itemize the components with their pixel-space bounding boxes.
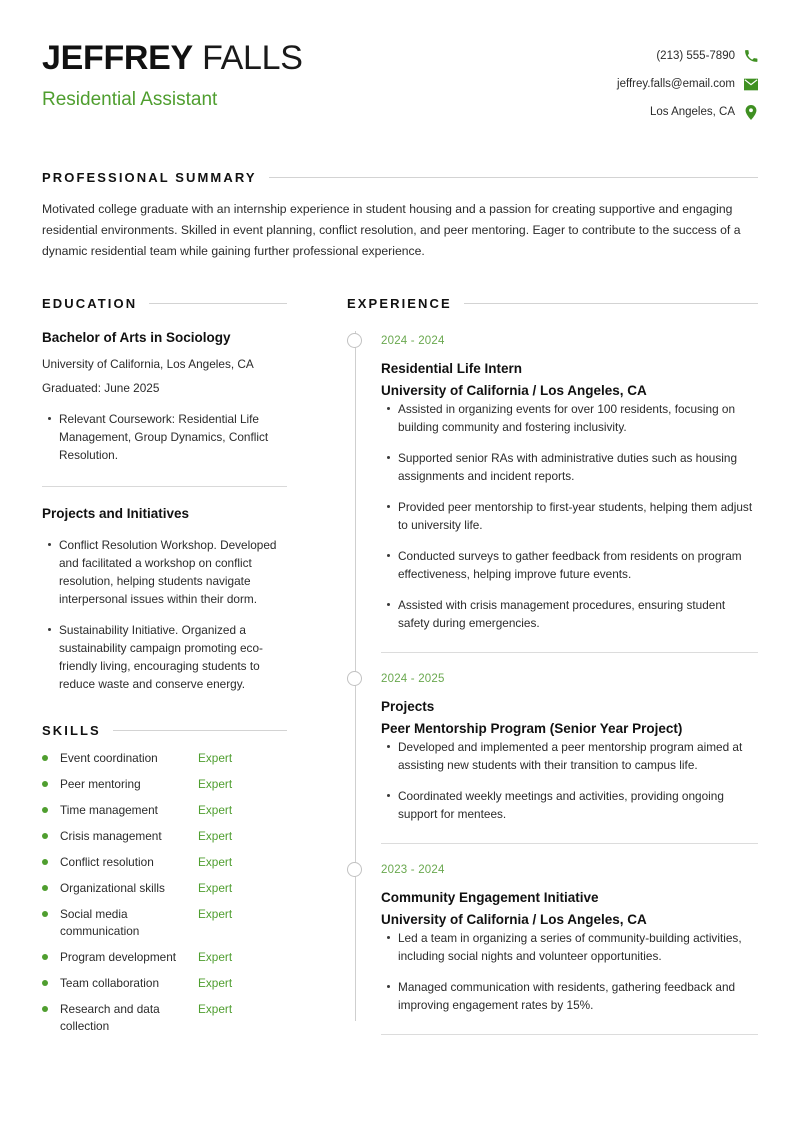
experience-organization: Peer Mentorship Program (Senior Year Project) — [381, 721, 683, 736]
contact-email[interactable] — [617, 72, 758, 96]
list-item — [42, 1001, 287, 1035]
name-block — [42, 38, 303, 112]
list-item: Conflict Resolution Workshop. Developed and facilitated a workshop on conflict resolution, helping students navigate interpersonal issues within their dorm. — [59, 536, 287, 608]
skills-section-header — [42, 723, 287, 738]
list-item: Relevant Coursework: Residential Life Management, Group Dynamics, Conflict Resolution. — [59, 410, 287, 464]
list-item: Coordinated weekly meetings and activities, providing ongoing support for mentees. — [398, 787, 758, 823]
experience-timeline — [347, 315, 758, 1035]
experience-section-header — [347, 296, 758, 311]
skill-name: Time management — [60, 803, 158, 817]
heading-rule — [269, 177, 758, 178]
bullet-dot-icon — [42, 807, 48, 813]
location-pin-icon — [744, 105, 758, 119]
list-item — [42, 975, 287, 992]
skill-level: Expert — [198, 1002, 233, 1016]
contact-location-text: Los Angeles, CA — [649, 106, 735, 118]
list-item — [42, 802, 287, 819]
experience-bullets — [381, 738, 758, 823]
skill-level: Expert — [198, 829, 233, 843]
envelope-icon — [744, 77, 758, 91]
list-item: Led a team in organizing a series of community-building activities, including social nights and volunteer opportunities. — [398, 929, 758, 965]
list-item — [42, 854, 287, 871]
first-name: JEFFREY — [42, 39, 193, 77]
contact-location[interactable] — [617, 100, 758, 124]
list-item — [42, 776, 287, 793]
summary-section-header — [42, 170, 758, 185]
entry-divider — [381, 1034, 758, 1035]
experience-role: Residential Life Intern — [381, 361, 523, 376]
projects-bullets — [42, 536, 287, 693]
contact-phone[interactable] — [617, 44, 758, 68]
resume-body — [42, 296, 758, 1044]
bullet-dot-icon — [42, 1006, 48, 1012]
experience-date: 2024 - 2024 — [381, 335, 445, 347]
experience-date: 2023 - 2024 — [381, 864, 445, 876]
skill-level: Expert — [198, 855, 233, 869]
skill-name: Conflict resolution — [60, 855, 154, 869]
list-item: Sustainability Initiative. Organized a sustainability campaign promoting eco-friendly living, encouraging students to reduce waste and conserve energy. — [59, 621, 287, 693]
list-item: Assisted with crisis management procedures, ensuring student safety during emergencies. — [398, 596, 758, 632]
heading-rule — [464, 303, 758, 304]
list-item — [42, 750, 287, 767]
skill-name: Social media communication — [60, 907, 140, 938]
heading-rule — [113, 730, 287, 731]
experience-organization: University of California / Los Angeles, CA — [381, 383, 647, 398]
heading-rule — [149, 303, 287, 304]
list-item — [42, 906, 287, 940]
bullet-dot-icon — [42, 859, 48, 865]
skill-level: Expert — [198, 777, 233, 791]
list-item: Developed and implemented a peer mentorship program aimed at assisting new students with their transition to campus life. — [398, 738, 758, 774]
skills-list — [42, 750, 287, 1035]
list-item — [42, 949, 287, 966]
education-bullets — [42, 410, 287, 464]
summary-heading: PROFESSIONAL SUMMARY — [42, 170, 257, 185]
left-column-divider — [42, 486, 287, 487]
page-title — [42, 38, 303, 78]
bullet-dot-icon — [42, 833, 48, 839]
experience-entry — [381, 315, 758, 653]
skill-level: Expert — [198, 976, 233, 990]
skill-name: Event coordination — [60, 751, 158, 765]
right-column — [347, 296, 758, 1035]
experience-entry — [381, 653, 758, 844]
bullet-dot-icon — [42, 954, 48, 960]
skills-section — [42, 723, 287, 1035]
experience-bullets — [381, 400, 758, 632]
skill-level: Expert — [198, 907, 233, 921]
experience-role: Projects — [381, 699, 435, 714]
list-item: Assisted in organizing events for over 100 residents, focusing on building community and fostering inclusivity. — [398, 400, 758, 436]
contact-phone-text: (213) 555-7890 — [656, 50, 735, 62]
phone-icon — [744, 49, 758, 63]
education-section-header — [42, 296, 287, 311]
list-item: Provided peer mentorship to first-year students, helping them adjust to university life. — [398, 498, 758, 534]
bullet-dot-icon — [42, 911, 48, 917]
list-item — [42, 880, 287, 897]
timeline-marker-icon — [347, 671, 362, 686]
skills-heading: SKILLS — [42, 723, 101, 738]
bullet-dot-icon — [42, 885, 48, 891]
professional-summary-section — [42, 170, 758, 262]
list-item: Conducted surveys to gather feedback from residents on program effectiveness, helping improve future events. — [398, 547, 758, 583]
contact-email-text: jeffrey.falls@email.com — [617, 78, 735, 90]
education-school: University of California, Los Angeles, CA — [42, 357, 254, 371]
last-name: FALLS — [192, 39, 303, 77]
list-item — [42, 828, 287, 845]
education-heading: EDUCATION — [42, 296, 138, 311]
education-graduation: Graduated: June 2025 — [42, 381, 160, 395]
summary-text: Motivated college graduate with an internship experience in student housing and a passion for creating supportive and engaging residential environments. Skilled in event planning, conflict resolution, and peer mentoring. Eager to contribute to the success of a dynamic residential team while gaining further professional experience. — [42, 202, 741, 258]
experience-organization: University of California / Los Angeles, CA — [381, 912, 647, 927]
education-degree: Bachelor of Arts in Sociology — [42, 330, 231, 345]
skill-level: Expert — [198, 950, 233, 964]
skill-name: Crisis management — [60, 829, 162, 843]
experience-heading: EXPERIENCE — [347, 296, 452, 311]
skill-level: Expert — [198, 803, 233, 817]
job-title: Residential Assistant — [42, 89, 218, 110]
bullet-dot-icon — [42, 755, 48, 761]
projects-heading: Projects and Initiatives — [42, 506, 190, 521]
skill-name: Research and data collection — [60, 1002, 160, 1033]
education-section — [42, 296, 287, 464]
contact-block — [617, 38, 758, 128]
timeline-marker-icon — [347, 333, 362, 348]
skill-name: Team collaboration — [60, 976, 160, 990]
resume-header — [42, 0, 758, 128]
left-column — [42, 296, 287, 1044]
projects-section — [42, 505, 287, 693]
list-item: Managed communication with residents, gathering feedback and improving engagement rates by 15%. — [398, 978, 758, 1014]
experience-bullets — [381, 929, 758, 1014]
skill-name: Peer mentoring — [60, 777, 141, 791]
skill-name: Program development — [60, 950, 177, 964]
experience-role: Community Engagement Initiative — [381, 890, 599, 905]
bullet-dot-icon — [42, 980, 48, 986]
skill-level: Expert — [198, 751, 233, 765]
experience-date: 2024 - 2025 — [381, 673, 445, 685]
skill-level: Expert — [198, 881, 233, 895]
experience-entry — [381, 844, 758, 1035]
bullet-dot-icon — [42, 781, 48, 787]
timeline-marker-icon — [347, 862, 362, 877]
skill-name: Organizational skills — [60, 881, 165, 895]
list-item: Supported senior RAs with administrative duties such as housing assignments and incident reports. — [398, 449, 758, 485]
